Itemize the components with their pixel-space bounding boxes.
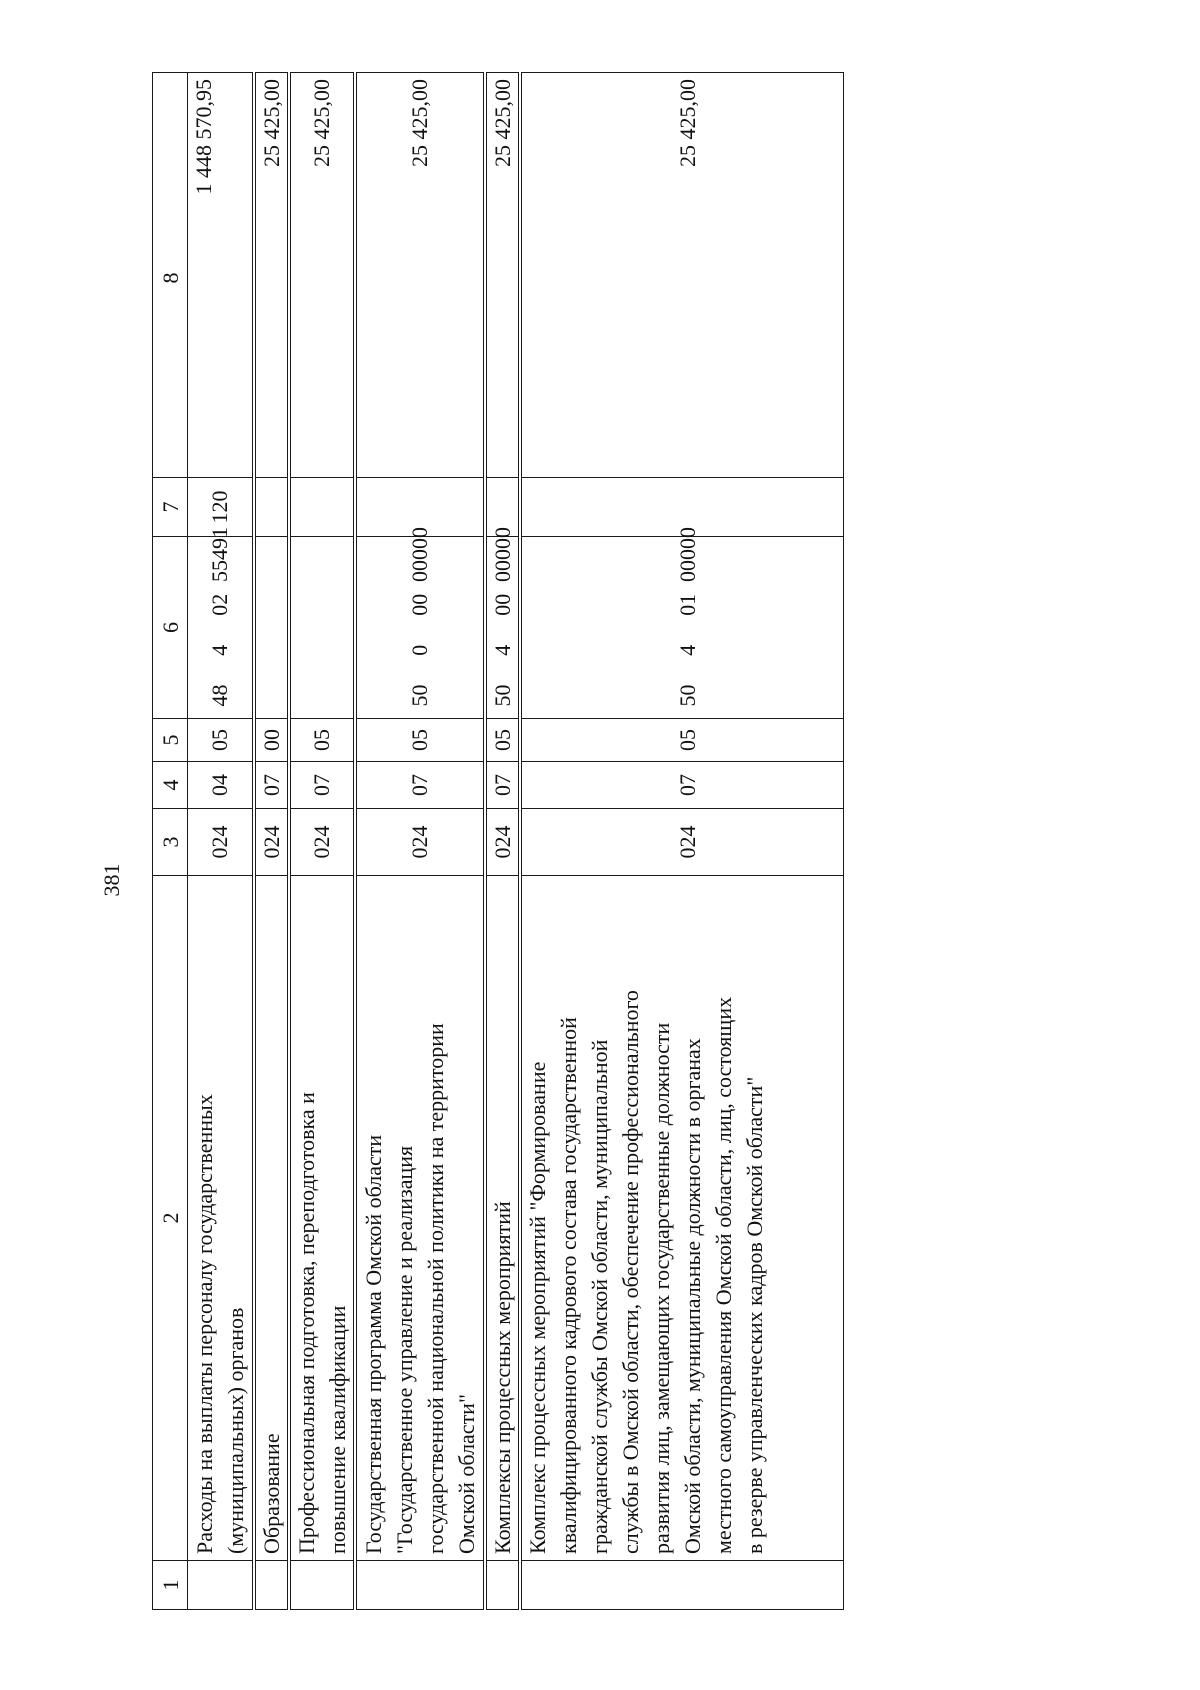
row-name-line: повышение квалификации bbox=[324, 1305, 350, 1554]
section-cell: 07 bbox=[355, 762, 485, 809]
row-name-cell bbox=[188, 876, 254, 1561]
header-col-3: 3 bbox=[153, 809, 188, 876]
code-cell: 024 bbox=[355, 809, 485, 876]
table-header-row bbox=[153, 73, 188, 1610]
target-code-cell bbox=[289, 537, 355, 719]
amount-cell: 25 425,00 bbox=[355, 73, 485, 478]
target-code-part: 00000 bbox=[485, 537, 520, 583]
target-code-part: 02 bbox=[188, 582, 254, 628]
table-row bbox=[355, 73, 485, 1610]
amount-cell: 25 425,00 bbox=[289, 73, 355, 478]
budget-table bbox=[152, 72, 844, 1610]
row-name-line: развития лиц, замещающих государственные должности bbox=[648, 1022, 674, 1554]
table-row bbox=[520, 73, 844, 1610]
row-name-line: местного самоуправления Омской области, лиц, состоящих bbox=[710, 996, 736, 1554]
row-number-cell bbox=[289, 1561, 355, 1610]
row-name-line: в резерве управленческих кадров Омской области" bbox=[741, 1076, 767, 1554]
expense-type-cell bbox=[254, 478, 289, 537]
header-col-8: 8 bbox=[153, 73, 188, 478]
row-name-cell bbox=[520, 876, 844, 1561]
page-number: 381 bbox=[99, 863, 124, 897]
code-cell: 024 bbox=[485, 809, 520, 876]
row-name-line: государственной национальной политики на территории bbox=[422, 1023, 448, 1554]
header-col-6: 6 bbox=[153, 537, 188, 719]
row-name-line: службы в Омской области, обеспечение профессионального bbox=[617, 990, 643, 1554]
budget-table-sheet bbox=[152, 72, 1052, 1610]
table-row bbox=[485, 73, 520, 1610]
target-code-part: 50 bbox=[355, 673, 485, 719]
row-name-line: Комплекс процессных мероприятий "Формирование bbox=[524, 1061, 550, 1554]
target-code-part: 0 bbox=[355, 628, 485, 674]
target-code-part: 4 bbox=[485, 628, 520, 674]
target-code-part: 4 bbox=[520, 628, 844, 674]
section-cell: 07 bbox=[485, 762, 520, 809]
subsection-cell: 05 bbox=[188, 719, 254, 762]
table-row bbox=[188, 73, 254, 1610]
row-name-line: Омской области" bbox=[453, 1394, 479, 1554]
target-code-part: 00 bbox=[485, 582, 520, 628]
section-cell: 07 bbox=[520, 762, 844, 809]
target-code-part: 50 bbox=[520, 673, 844, 719]
target-code-part: 4 bbox=[188, 628, 254, 674]
row-number-cell bbox=[188, 1561, 254, 1610]
table-row bbox=[289, 73, 355, 1610]
row-name-line: Образование bbox=[258, 1433, 284, 1554]
section-cell: 07 bbox=[289, 762, 355, 809]
row-name-line: (муниципальных) органов bbox=[222, 1307, 248, 1554]
amount-cell: 25 425,00 bbox=[485, 73, 520, 478]
row-name-cell bbox=[289, 876, 355, 1561]
header-col-5: 5 bbox=[153, 719, 188, 762]
row-number-cell bbox=[355, 1561, 485, 1610]
subsection-cell: 05 bbox=[520, 719, 844, 762]
target-code-part: 00 bbox=[355, 582, 485, 628]
expense-type-cell: 120 bbox=[188, 478, 254, 537]
row-name-line: "Государственное управление и реализация bbox=[391, 1145, 417, 1554]
row-name-cell bbox=[355, 876, 485, 1561]
row-name-line: Омской области, муниципальные должности в органах bbox=[679, 1038, 705, 1554]
target-code-part: 48 bbox=[188, 673, 254, 719]
row-name-line: квалифицированного кадрового состава государственной bbox=[555, 1017, 581, 1554]
header-col-7: 7 bbox=[153, 478, 188, 537]
subsection-cell: 05 bbox=[289, 719, 355, 762]
subsection-cell: 00 bbox=[254, 719, 289, 762]
header-col-2: 2 bbox=[153, 876, 188, 1561]
target-code-part: 55491 bbox=[188, 537, 254, 583]
target-code-part: 00000 bbox=[520, 537, 844, 583]
row-number-cell bbox=[254, 1561, 289, 1610]
amount-cell: 1 448 570,95 bbox=[188, 73, 254, 478]
row-number-cell bbox=[485, 1561, 520, 1610]
code-cell: 024 bbox=[289, 809, 355, 876]
subsection-cell: 05 bbox=[485, 719, 520, 762]
row-name-line: Профессиональная подготовка, переподготовка и bbox=[293, 1092, 319, 1554]
code-cell: 024 bbox=[188, 809, 254, 876]
amount-cell: 25 425,00 bbox=[254, 73, 289, 478]
row-name-cell bbox=[485, 876, 520, 1561]
row-name-line: Государственная программа Омской области bbox=[360, 1134, 386, 1554]
code-cell: 024 bbox=[520, 809, 844, 876]
header-col-1: 1 bbox=[153, 1561, 188, 1610]
table-row bbox=[254, 73, 289, 1610]
row-name-line: гражданской службы Омской области, муниципальной bbox=[586, 1039, 612, 1554]
header-col-4: 4 bbox=[153, 762, 188, 809]
target-code-part: 50 bbox=[485, 673, 520, 719]
section-cell: 04 bbox=[188, 762, 254, 809]
target-code-part: 01 bbox=[520, 582, 844, 628]
row-name-line: Расходы на выплаты персоналу государственных bbox=[191, 1094, 217, 1554]
expense-type-cell bbox=[289, 478, 355, 537]
target-code-cell bbox=[254, 537, 289, 719]
row-name-cell bbox=[254, 876, 289, 1561]
row-name-line: Комплексы процессных мероприятий bbox=[489, 1201, 515, 1554]
code-cell: 024 bbox=[254, 809, 289, 876]
row-number-cell bbox=[520, 1561, 844, 1610]
subsection-cell: 05 bbox=[355, 719, 485, 762]
target-code-part: 00000 bbox=[355, 537, 485, 583]
amount-cell: 25 425,00 bbox=[520, 73, 844, 478]
section-cell: 07 bbox=[254, 762, 289, 809]
